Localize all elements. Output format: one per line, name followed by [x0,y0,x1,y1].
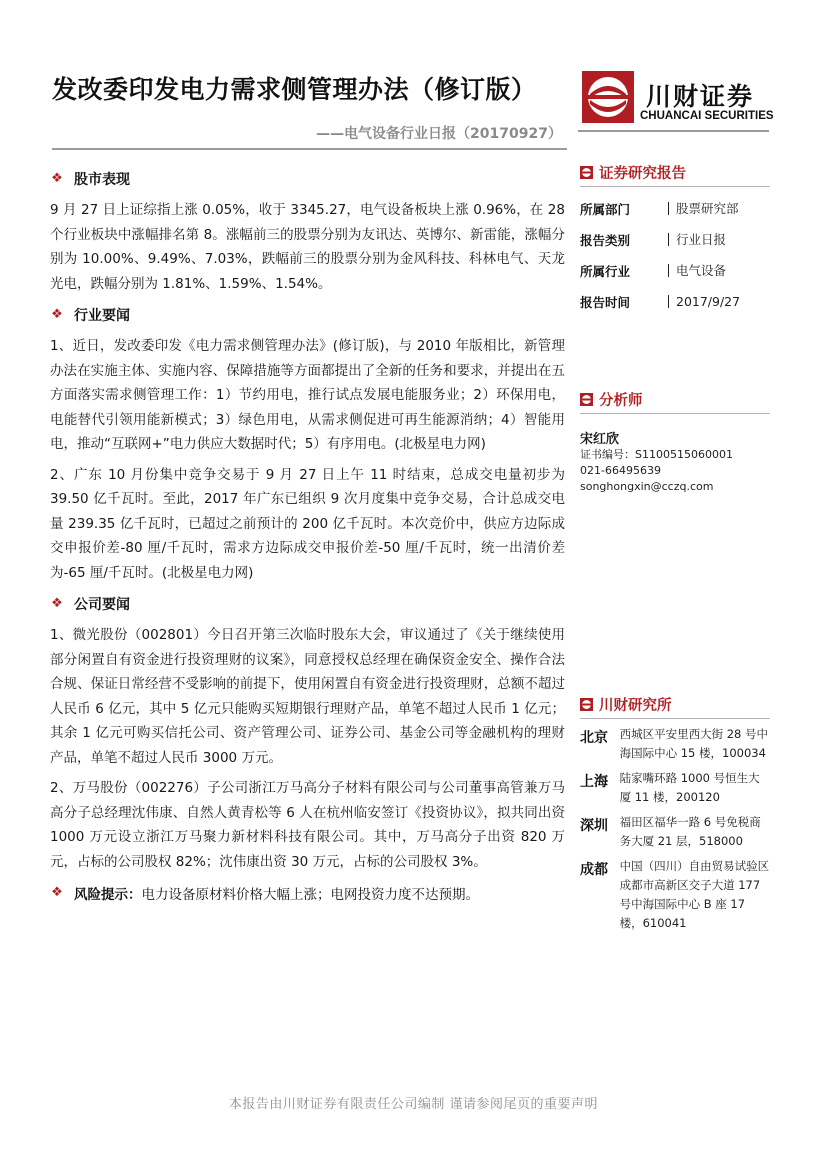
info-value: 电气设备 [668,264,726,277]
main-column [50,160,565,912]
report-info-row [580,255,770,286]
risk-text: 电力设备原材料价格大幅上涨；电网投资力度不达预期。 [141,887,479,903]
section-market-heading [50,168,565,190]
sidebar-heading-label: 分析师 [599,392,643,409]
info-value: 2017/9/27 [668,295,740,308]
company-news-item: 1、微光股份（002801）今日召开第三次临时股东大会，审议通过了《关于继续使用部分闲置自有资金进行投资理财的议案》，同意授权总经理在确保资金安全、操作合法合规、保证日常经营不受影响的前提下，使用闲置自有资金进行投资理财，总额不超过人民币 6 亿元，其中 5 亿元只能购买短期银行理财产品，单笔不超过人民币 1 亿元；其余 1 亿元可购买信托公司、资产管理公司、证券公司、基金公司等金融机构的理财产品，单笔不超过人民币 3000 万元。 [50,627,565,766]
brand-square-icon [580,166,593,179]
market-paragraph: 9 月 27 日上证综指上涨 0.05%，收于 3345.27，电气设备板块上涨 0.96%，在 28 个行业板块中涨幅排名第 8。涨幅前三的股票分别为友讯达、英博尔、新雷能，涨幅分别为 10.00%、9.49%、7.03%，跌幅前三的股票分别为金风科技、科林电气、天龙光电，跌幅分别为 1.81%、1.59%、1.54%。 [50,202,565,292]
office-city: 上海 [580,774,608,790]
office-address [580,857,770,933]
page-footer: 本报告由川财证券有限责任公司编制 谨请参阅尾页的重要声明 [228,1097,599,1112]
diamond-bullet-icon: ❖ [51,596,63,611]
office-detail: 陆家嘴环路 1000 号恒生大厦 11 楼，200120 [619,771,760,804]
diamond-bullet-icon: ❖ [51,171,63,186]
analyst-phone: 021-66495639 [580,464,661,477]
section-title: 股市表现 [74,172,130,188]
info-value: 股票研究部 [668,202,739,215]
section-company-heading [50,593,565,615]
office-city: 深圳 [580,818,608,834]
page-subtitle: ——电气设备行业日报（20170927） [316,126,562,142]
risk-warning [50,882,565,904]
info-key: 报告类别 [580,232,631,248]
brand-name-en: CHUANCAI SECURITIES [640,110,774,122]
page-title: 发改委印发电力需求侧管理办法（修订版） [52,75,537,104]
header-rule [52,148,567,150]
sidebar-heading-label: 证券研究报告 [599,165,686,182]
office-address [580,769,770,807]
section-title: 公司要闻 [74,597,130,613]
diamond-bullet-icon: ❖ [51,307,63,322]
logo-rule [578,130,769,132]
info-key: 所属部门 [580,201,631,217]
info-value: 行业日报 [668,233,726,246]
report-info-row [580,286,770,317]
institute-heading [580,692,770,719]
industry-news-item: 2、广东 10 月份集中竞争交易于 9 月 27 日上午 11 时结束，总成交电量初步为 39.50 亿千瓦时。至此，2017 年广东已组织 9 次月度集中竞争交易，合计总成交电量 239.35 亿千瓦时，已超过之前预计的 200 亿千瓦时。本次竞价中，供应方边际成交申报价差-80 厘/千瓦时，需求方边际成交申报价差-50 厘/千瓦时，统一出清价差为-65 厘/千瓦时。(北极星电力网) [50,466,565,581]
industry-news-item: 1、近日，发改委印发《电力需求侧管理办法》(修订版)，与 2010 年版相比，新管理办法在实施主体、实施内容、保障措施等方面都提出了全新的任务和要求，并提出在五方面落实需求侧管理工作：1）节约用电，推行试点发展电能服务业；2）环保用电，电能替代引领用能新模式；3）绿色用电，从需求侧促进可再生能源消纳；4）智能用电，推动“互联网+”电力供应大数据时代；5）有序用电。(北极星电力网) [50,338,565,452]
office-detail: 福田区福华一路 6 号免税商务大厦 21 层，518000 [619,815,761,848]
report-info-heading [580,160,770,187]
sidebar [580,160,770,933]
office-detail: 中国（四川）自由贸易试验区成都市高新区交子大道 177 号中海国际中心 B 座 17 楼，610041 [619,859,770,930]
office-detail: 西城区平安里西大街 28 号中海国际中心 15 楼，100034 [619,727,769,760]
office-city: 北京 [580,730,608,746]
analyst-heading [580,387,770,414]
diamond-bullet-icon: ❖ [51,885,63,900]
company-news-item: 2、万马股份（002276）子公司浙江万马高分子材料有限公司与公司董事高管兼万马高分子总经理沈伟康、自然人黄青松等 6 人在杭州临安签订《投资协议》，拟共同出资 1000 万元设立浙江万马聚力新材料科技有限公司。其中，万马高分子出资 820 万元，占标的公司股权 82%；沈伟康出资 30 万元，占标的公司股权 3%。 [50,780,565,870]
report-info-row [580,224,770,255]
risk-label: 风险提示： [74,887,142,903]
office-address [580,813,770,851]
section-title: 行业要闻 [74,308,130,324]
sidebar-heading-label: 川财研究所 [599,697,672,714]
brand-name-cn: 川财证券 [646,82,755,111]
info-key: 所属行业 [580,263,631,279]
analyst-cert: 证书编号：S1100515060001 [580,448,733,461]
brand-square-icon [580,698,593,711]
office-city: 成都 [580,862,608,878]
analyst-email: songhongxin@cczq.com [580,480,714,493]
brand-square-icon [580,393,593,406]
report-info-row [580,193,770,224]
info-key: 报告时间 [580,294,631,310]
analyst-name: 宋红欣 [580,432,620,447]
chuancai-logo-icon [581,70,635,124]
office-address [580,725,770,763]
section-industry-heading [50,304,565,326]
